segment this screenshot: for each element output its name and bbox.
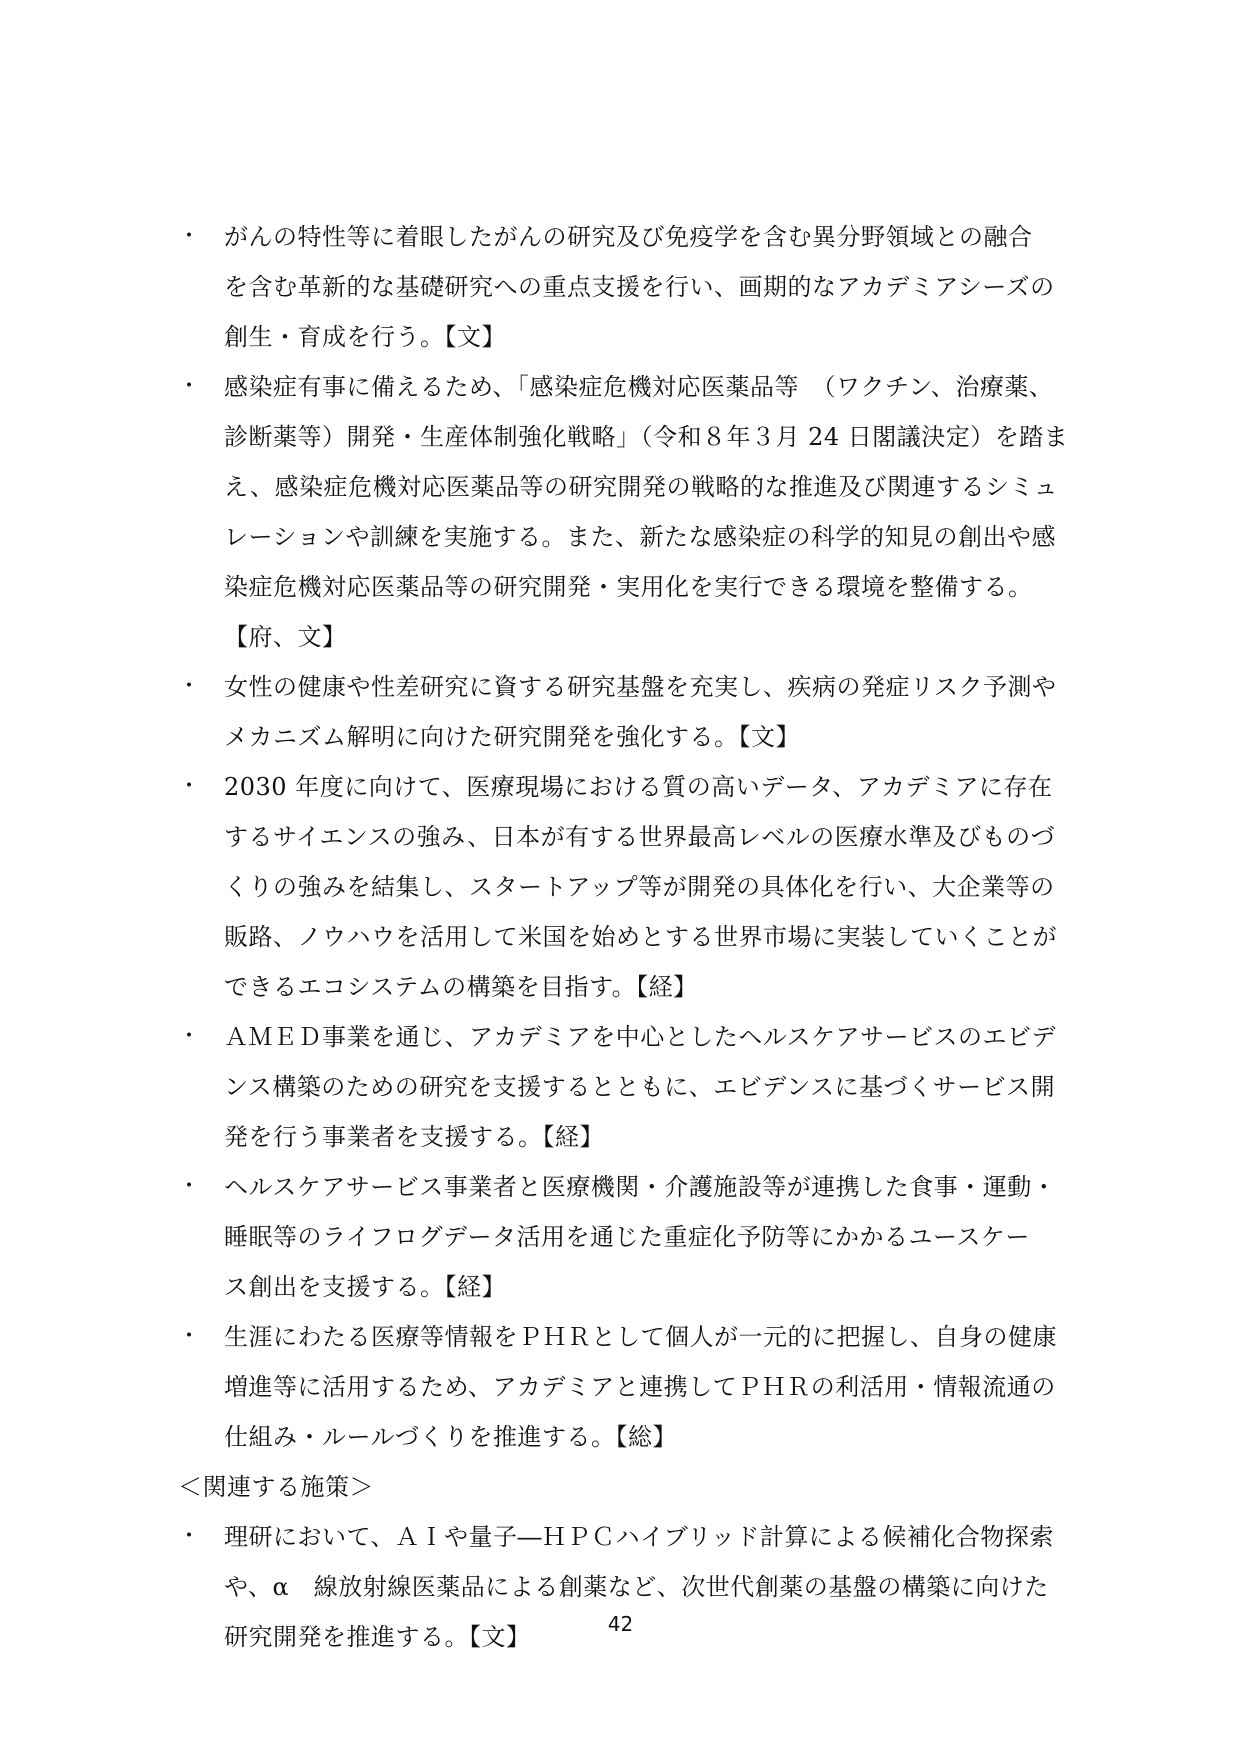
list-item	[178, 1512, 1068, 1662]
item-line: え、感染症危機対応医薬品等の研究開発の戦略的な推進及び関連するシミュ	[224, 473, 1058, 501]
item-line: ンス構築のための研究を支援するとともに、エビデンスに基づくサービス開	[224, 1073, 1056, 1101]
list-item	[178, 362, 1068, 662]
list-item	[178, 662, 1068, 762]
item-line: 創生・育成を行う。【文】	[224, 323, 506, 351]
bullet-marker: ・	[178, 1324, 201, 1349]
item-line: 増進等に活用するため、アカデミアと連携してＰＨＲの利活用・情報流通の	[224, 1373, 1056, 1401]
item-line: 生涯にわたる医療等情報をＰＨＲとして個人が一元的に把握し、自身の健康	[224, 1323, 1057, 1351]
item-line: できるエコシステムの構築を目指す。【経】	[224, 973, 698, 1001]
item-line: ヘルスケアサービス事業者と医療機関・介護施設等が連携した食事・運動・	[224, 1173, 1057, 1201]
item-line: 理研において、ＡＩや量子―ＨＰＣハイブリッド計算による候補化合物探索	[224, 1523, 1054, 1551]
item-line: 仕組み・ルールづくりを推進する。【総】	[224, 1423, 678, 1451]
item-line: するサイエンスの強み、日本が有する世界最高レベルの医療水準及びものづ	[224, 823, 1056, 851]
item-line: ＡＭＥＤ事業を通じ、アカデミアを中心としたヘルスケアサービスのエビデ	[224, 1023, 1057, 1051]
item-line: 女性の健康や性差研究に資する研究基盤を充実し、疾病の発症リスク予測や	[224, 673, 1057, 701]
item-line: を含む革新的な基礎研究への重点支援を行い、画期的なアカデミアシーズの	[224, 273, 1055, 301]
list-item	[178, 1312, 1068, 1462]
item-line: レーションや訓練を実施する。また、新たな感染症の科学的知見の創出や感	[224, 523, 1057, 551]
item-line: 染症危機対応医薬品等の研究開発・実用化を実行できる環境を整備する。	[224, 573, 1033, 601]
item-line: 2030 年度に向けて、医療現場における質の高いデータ、アカデミアに存在	[224, 773, 1053, 801]
bullet-marker: ・	[178, 674, 201, 699]
bullet-marker: ・	[178, 224, 201, 249]
page-number: 42	[607, 1612, 634, 1636]
bullet-marker: ・	[178, 774, 201, 799]
item-line: 販路、ノウハウを活用して米国を始めとする世界市場に実装していくことが	[224, 923, 1057, 951]
item-line: ス創出を支援する。【経】	[224, 1273, 506, 1301]
item-line: 研究開発を推進する。【文】	[224, 1623, 531, 1651]
bullet-marker: ・	[178, 1024, 201, 1049]
list-item	[178, 1162, 1068, 1312]
bullet-marker: ・	[178, 1524, 201, 1549]
item-line: がんの特性等に着眼したがんの研究及び免疫学を含む異分野領域との融合	[224, 223, 1033, 251]
list-item	[178, 1012, 1068, 1162]
list-item	[178, 762, 1068, 1012]
bullet-marker: ・	[178, 374, 201, 399]
section-heading: ＜関連する施策＞	[178, 1473, 374, 1501]
item-line: や、α 線放射線医薬品による創薬など、次世代創薬の基盤の構築に向けた	[224, 1573, 1049, 1601]
item-line: 診断薬等）開発・生産体制強化戦略」（令和８年３月 24 日閣議決定）を踏ま	[224, 423, 1069, 451]
item-line: 【府、文】	[224, 623, 347, 651]
document-body	[178, 212, 1068, 1662]
item-line: くりの強みを結集し、スタートアップ等が開発の具体化を行い、大企業等の	[224, 873, 1055, 901]
item-line: 感染症有事に備えるため、「感染症危機対応医薬品等 （ワクチン、治療薬、	[224, 373, 1054, 401]
related-measures-heading	[178, 1462, 1068, 1512]
list-item	[178, 212, 1068, 362]
item-line: 睡眠等のライフログデータ活用を通じた重症化予防等にかかるユースケー	[224, 1223, 1030, 1251]
item-line: 発を行う事業者を支援する。【経】	[224, 1123, 604, 1151]
bullet-marker: ・	[178, 1174, 201, 1199]
item-line: メカニズム解明に向けた研究開発を強化する。【文】	[224, 723, 800, 751]
